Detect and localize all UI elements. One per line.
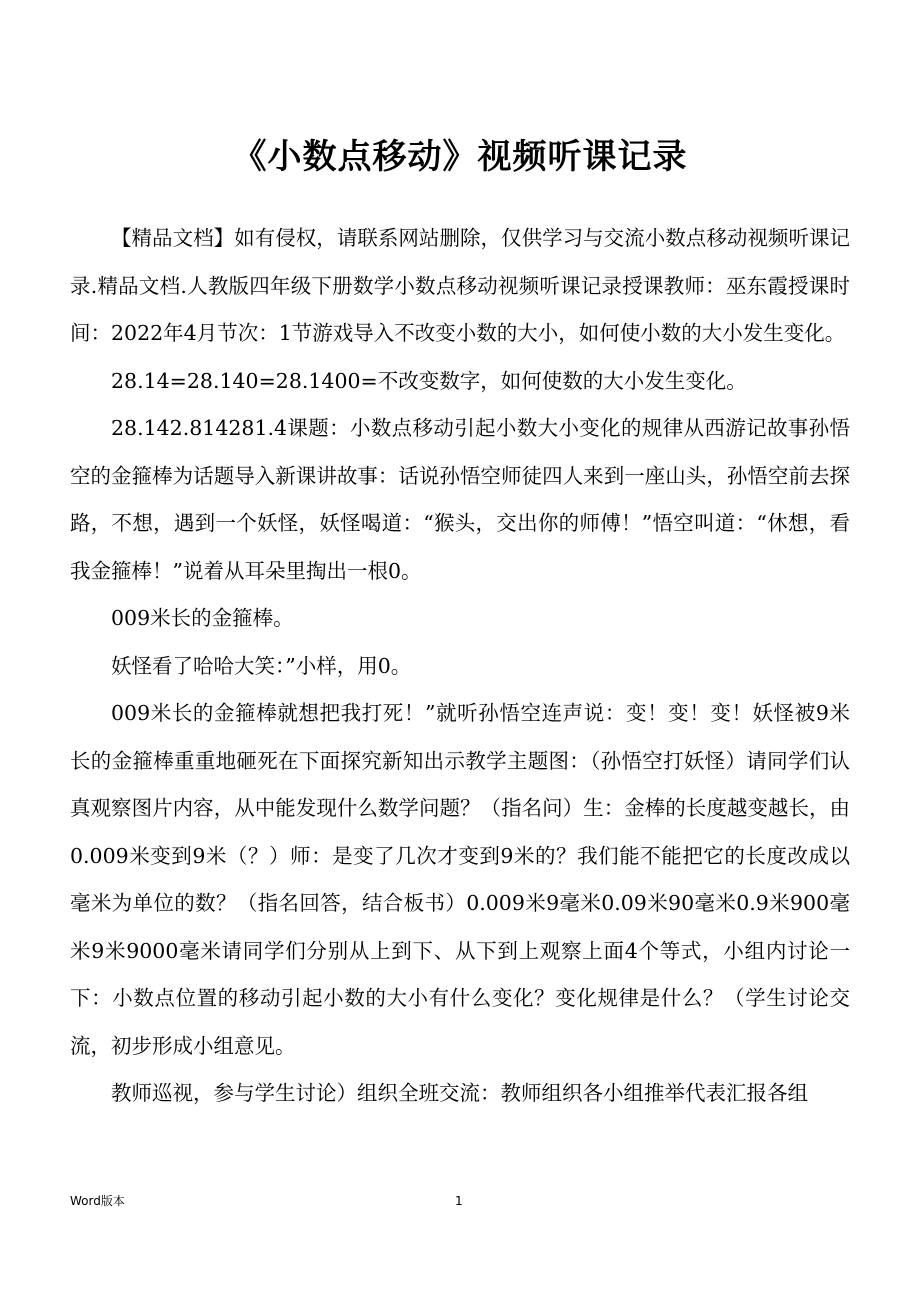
paragraph: 009米长的金箍棒就想把我打死！”就听孙悟空连声说：变！变！变！妖怪被9米长的金箍棒重重地砸死在下面探究新知出示教学主题图：（孙悟空打妖怪）请同学们认真观察图片内容，从中能发现什么数学问题？（指名问）生：金棒的长度越变越长，由0.009米变到9米（？）师：是变了几次才变到9米的？我们能不能把它的长度改成以毫米为单位的数？（指名回答，结合板书）0.009米9毫米0.09米90毫米0.9米900毫米9米9000毫米请同学们分别从上到下、从下到上观察上面4个等式，小组内讨论一下：小数点位置的移动引起小数的大小有什么变化？变化规律是什么？（学生讨论交流，初步形成小组意见。 [70,701,850,1058]
paragraph: 28.142.814281.4课题：小数点移动引起小数大小变化的规律从西游记故事孙悟空的金箍棒为话题导入新课讲故事：话说孙悟空师徒四人来到一座山头，孙悟空前去探路，不想，遇到一个妖怪，妖怪喝道：“猴头，交出你的师傅！”悟空叫道：“休想，看我金箍棒！”说着从耳朵里掏出一根0。 [70,416,850,583]
paragraph: 【精品文档】如有侵权，请联系网站删除，仅供学习与交流小数点移动视频听课记录.精品文档.人教版四年级下册数学小数点移动视频听课记录授课教师：巫东霞授课时间：2022年4月节次：1节游戏导入不改变小数的大小，如何使小数的大小发生变化。 [70,226,850,345]
document-body [70,215,850,1118]
paragraph: 009米长的金箍棒。 [111,606,294,630]
paragraph: 28.14=28.140=28.1400=不改变数字，如何使数的大小发生变化。 [111,368,747,393]
page-number: 1 [455,1194,463,1208]
footer-label: Word版本 [70,1194,125,1208]
paragraph: 妖怪看了哈哈大笑：”小样，用0。 [111,653,412,678]
paragraph: 教师巡视，参与学生讨论）组织全班交流：教师组织各小组推举代表汇报各组 [111,1081,808,1105]
document-title: 《小数点移动》视频听课记录 [232,137,688,177]
